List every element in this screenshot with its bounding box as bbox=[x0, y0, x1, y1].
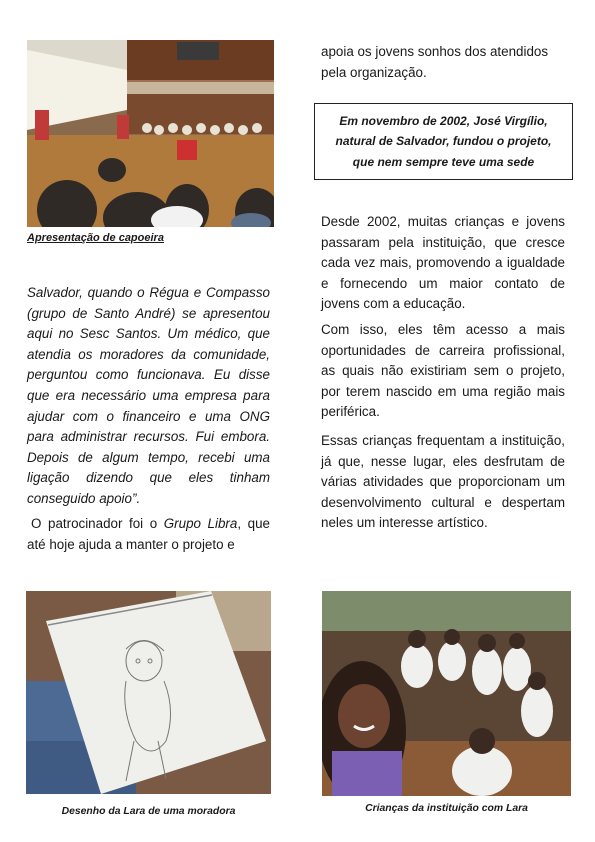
drawing-photo bbox=[26, 591, 271, 794]
highlight-box bbox=[314, 103, 573, 180]
highlight-box-text: Em novembro de 2002, José Virgílio, natural de Salvador, fundou o projeto, que nem sempre teve uma sede bbox=[335, 113, 552, 169]
caption-kids: Crianças da instituição com Lara bbox=[365, 803, 528, 814]
opportunities-paragraph: Com isso, eles têm acesso a mais oportunidades de carreira profissional, as quais não existiriam sem o projeto, por terem nascido em uma região mais periférica. bbox=[321, 322, 565, 420]
history-paragraph: Desde 2002, muitas crianças e jovens passaram pela instituição, que cresce cada vez mais, promovendo a igualdade e fornecendo um maior contato de jovens com a educação. bbox=[321, 214, 565, 312]
sponsor-text-before: O patrocinador foi o bbox=[31, 516, 164, 531]
sponsor-name: Grupo Libra bbox=[163, 516, 238, 531]
caption-capoeira: Apresentação de capoeira bbox=[27, 232, 164, 244]
sponsor-text-after: , que até hoje ajuda a manter o projeto e bbox=[27, 516, 270, 552]
kids-photo bbox=[322, 591, 571, 796]
continuation-paragraph: apoia os jovens sonhos dos atendidos pela organização. bbox=[321, 44, 549, 80]
activities-paragraph: Essas crianças frequentam a instituição, já que, nesse lugar, eles desfrutam de várias atividades que proporcionam um desenvolvimento cultural e despertam neles um interesse artístico. bbox=[321, 433, 565, 531]
interview-quote-paragraph: Salvador, quando o Régua e Compasso (grupo de Santo André) se apresentou aqui no Sesc Santos. Um médico, que atendia os moradores da comunidade, perguntou como funcionava. Eu disse que era necessário uma empresa para ajudar com o financeiro e uma ONG para administrar recursos. Fui embora. Depois de algum tempo, recebi uma ligação dizendo que eles tinham conseguido apoio”. bbox=[27, 285, 270, 506]
sponsor-paragraph bbox=[27, 514, 270, 555]
caption-drawing: Desenho da Lara de uma moradora bbox=[61, 806, 236, 817]
capoeira-photo bbox=[27, 40, 274, 227]
